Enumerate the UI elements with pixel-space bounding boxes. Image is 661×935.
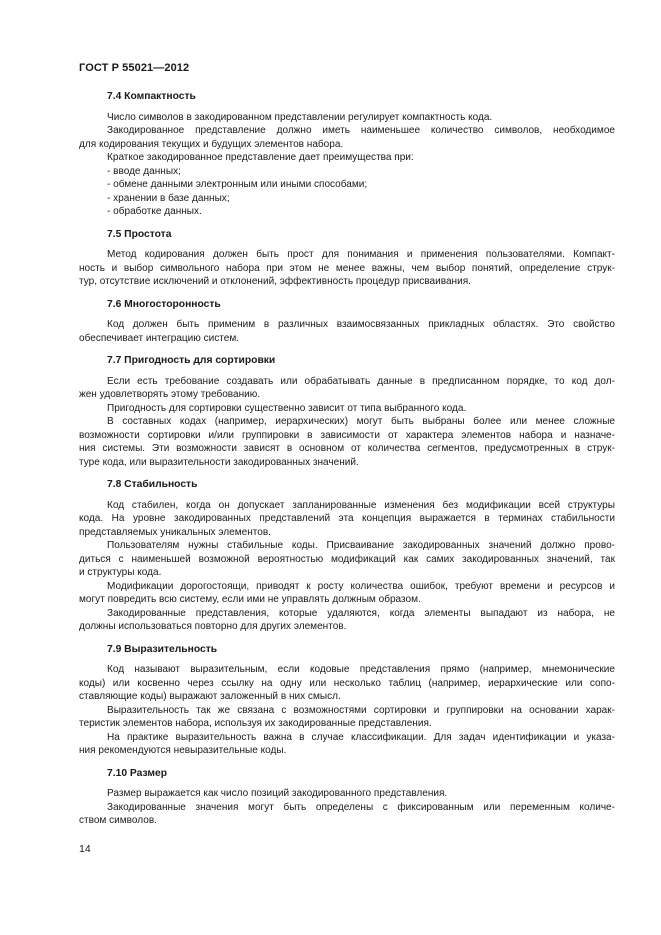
text-line: - вводе данных;: [107, 165, 181, 177]
section-title: 7.8 Стабильность: [107, 479, 198, 490]
text-line: Размер выражается как число позиций закодированного представления.: [107, 788, 448, 799]
text-line: - обмене данными электронным или иными способами;: [107, 179, 368, 190]
text-line: коды) или косвенно через ссылку на одну или несколько таблиц (например, иерархические или сопо-: [79, 677, 615, 689]
text-line: теристик элементов набора, используя их закодированные представления.: [79, 718, 432, 729]
text-line: Закодированное представление должно иметь наименьшее количество символов, необходимое: [107, 125, 615, 136]
text-line: На практике выразительность важна в случае классификации. Для задач идентификации и указа-: [107, 731, 615, 743]
section: [79, 767, 615, 828]
text-line: представляемых уникальных элементов.: [79, 526, 271, 538]
text-line: Краткое закодированное представление дает преимущества при:: [107, 152, 414, 163]
page-number: 14: [79, 843, 91, 855]
text-line: Число символов в закодированном представлении регулирует компактность кода.: [107, 111, 493, 123]
section-title: 7.7 Пригодность для сортировки: [107, 355, 276, 366]
text-line: ния рекомендуются невыразительные коды.: [79, 745, 287, 756]
text-line: Закодированные представления, которые удаляются, когда элементы выпадают из набора, не: [107, 607, 615, 619]
section: [79, 643, 615, 758]
text-line: возможности сортировки и/или группировки в зависимости от характера элементов набора и назначе-: [79, 429, 615, 441]
section: [79, 298, 615, 346]
text-line: диться с наименьшей возможной вероятностью модификаций как самих закодированных значений, так: [79, 553, 615, 565]
text-line: Пользователям нужны стабильные коды. Присваивание закодированных значений должно прово-: [107, 540, 615, 551]
section-title: 7.6 Многосторонность: [107, 298, 221, 310]
text-line: для кодирования текущих и будущих элементов набора.: [79, 138, 344, 150]
text-line: Пригодность для сортировки существенно зависит от типа выбранного кода.: [107, 402, 467, 414]
text-line: Модификации дорогостоящи, приводят к росту количества ошибок, требуют времени и ресурсов и: [107, 580, 615, 592]
text-line: Код называют выразительным, если кодовые представления прямо (например, мнемонические: [107, 664, 615, 675]
text-line: Выразительность так же связана с возможностями сортировки и группировки на основании харак-: [107, 704, 615, 716]
section: [79, 478, 615, 634]
text-line: ность и выбор символьного набора при этом не менее важны, чем выбор понятий, определение струк-: [79, 262, 615, 274]
text-line: и структуры кода.: [79, 567, 162, 578]
text-line: - хранении в базе данных;: [107, 192, 230, 204]
text-line: В составных кодах (например, иерархических) могут быть выбраны более или менее сложные: [107, 416, 615, 427]
text-line: Код должен быть применим в различных взаимосвязанных прикладных областях. Это свойство: [107, 319, 615, 330]
text-line: Метод кодирования должен быть прост для понимания и применения пользователями. Компакт-: [107, 249, 615, 260]
section: [79, 228, 615, 289]
section-title: 7.5 Простота: [107, 228, 172, 240]
text-line: обеспечивает интеграцию систем.: [79, 332, 240, 344]
text-line: жен удовлетворять этому требованию.: [79, 389, 261, 400]
text-line: Закодированные значения могут быть определены с фиксированным или переменным количе-: [107, 801, 615, 813]
text-line: могут повредить всю систему, если ими не управлять должным образом.: [79, 594, 421, 605]
text-line: Если есть требование создавать или обрабатывать данные в предписанном порядке, то код дол-: [107, 375, 615, 387]
text-line: туре кода, или выразительности закодированных значений.: [79, 456, 359, 468]
section-title: 7.4 Компактность: [107, 91, 196, 102]
text-line: ния системы. Эти возможности зависят в основном от количества сегментов, предусмотренных в струк-: [79, 443, 615, 454]
text-line: кода. На уровне закодированных представлений эта концепция выражается в терминах стабильности: [79, 513, 615, 524]
section: [79, 354, 615, 469]
text-line: тур, отсутствие исключений и отклонений, эффективность процедур присваивания.: [79, 276, 471, 287]
standard-header: ГОСТ Р 55021—2012: [79, 62, 190, 74]
text-line: Код стабилен, когда он допускает запланированные изменения без модификации всей структуры: [107, 499, 615, 511]
section-title: 7.10 Размер: [107, 767, 167, 779]
section: [79, 90, 615, 219]
text-line: ством символов.: [79, 815, 157, 826]
page-content: [79, 90, 615, 837]
text-line: должны использоваться повторно для других элементов.: [79, 621, 347, 632]
section-title: 7.9 Выразительность: [107, 643, 218, 655]
text-line: ставляющие коды) выражают заложенный в них смысл.: [79, 691, 341, 702]
text-line: - обработке данных.: [107, 206, 202, 217]
